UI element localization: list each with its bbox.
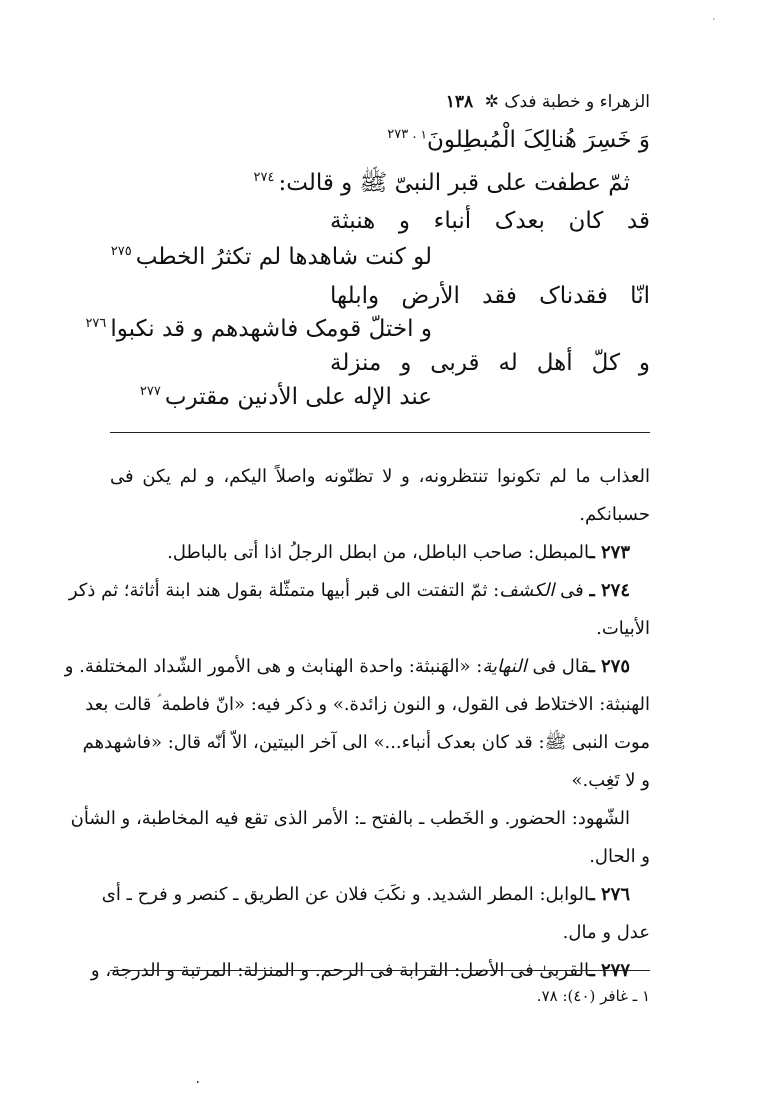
- commentary-text: موت النبى ﷺ: قد كان بعدک أنباء...» الى آخر البيتين، الاّ أنّه قال: «فاشهدهم: [82, 732, 650, 753]
- page-number: ١٣٨: [445, 92, 474, 112]
- commentary-line: [85, 686, 650, 724]
- note-number: ٢٧٥ ـ: [589, 656, 630, 677]
- commentary-text: المبطل: صاحب الباطل، من ابطل الرجلُ اذا أتى بالباطل.: [167, 542, 590, 563]
- verse-line-2: [254, 168, 630, 202]
- commentary-line: [82, 724, 650, 762]
- commentary-line: [101, 876, 650, 914]
- verse-line-7: [330, 350, 650, 376]
- commentary-text: الشّهود: الحضور. و الخَطب ـ بالفتح ـ: الأمر الذى تقع فيه المخاطبة، و الشأن: [70, 808, 630, 829]
- note-number: ٢٧٣ ـ: [589, 542, 630, 563]
- commentary-text: عدل و مال.: [562, 922, 650, 943]
- commentary-line: [64, 648, 650, 686]
- commentary-line: [110, 458, 650, 496]
- header-title: الزهراء و خطبة فدک ✲: [484, 92, 650, 112]
- commentary-line: [110, 534, 650, 572]
- verse-line-text: عند الإله على الأدنين مقترب: [164, 384, 432, 410]
- footnote-divider: [110, 970, 650, 971]
- verse-line-text: قد كان بعدک أنباء و هنبثة: [330, 208, 650, 234]
- commentary-line: [110, 762, 650, 800]
- commentary-text: قال فى: [526, 656, 590, 677]
- corner-mark: ʼ: [712, 18, 715, 28]
- note-number: ٢٧٤ ـ: [589, 580, 630, 601]
- verse-line-text: و اختلّ قومک فاشهدهم و قد نكبوا: [110, 316, 432, 342]
- commentary-text: : «الهَنبثة: واحدة الهنابث و هى الأمور الشّداد المختلفة. و: [64, 656, 483, 677]
- verse-line-1: [387, 127, 650, 153]
- verse-line-text: و كلّ أهل له قربى و منزلة: [330, 350, 650, 376]
- commentary-line: [68, 572, 650, 610]
- verse-line-text: انّا فقدناک فقد الأرض وابلها: [330, 283, 650, 309]
- verse-line-text: ثمّ عطفت على قبر النبىّ ﷺ و قالت:: [278, 170, 630, 196]
- commentary-text: القربىٰ فى الأصل: القرابة فى الرحم. و المنزلة: المرتبة و الدرجة، و: [90, 960, 590, 981]
- verse-line-4: [111, 244, 432, 270]
- note-number: ٢٧٦ ـ: [589, 884, 630, 905]
- commentary-line: [110, 496, 650, 534]
- verse-line-number: ٢٧٥: [110, 244, 132, 260]
- commentary-text: و لا تَغِب.»: [571, 770, 650, 791]
- source-title: النهاية: [482, 656, 527, 677]
- commentary-line: [70, 800, 650, 838]
- verse-line-3: [330, 208, 650, 234]
- verse-line-5: [330, 283, 650, 309]
- commentary-text: : ثمّ التفتت الى قبر أبيها متمثّلة بقول هند ابنة أثاثة؛ ثم ذكر: [68, 580, 500, 601]
- verse-line-number: ٢٧٤: [253, 170, 275, 186]
- verse-line-number: ٢٧٦: [85, 316, 107, 332]
- bottom-mark: ٠: [194, 1074, 202, 1090]
- commentary-section: [64, 458, 650, 990]
- commentary-text: حسبانكم.: [579, 504, 650, 525]
- commentary-text: الوابل: المطر الشديد. و نكَبَ فلان عن الطريق ـ كنصر و فرح ـ أى: [101, 884, 590, 905]
- verse-line-number: . ٢٧٣: [387, 127, 417, 143]
- commentary-line: [110, 914, 650, 952]
- running-header: [446, 92, 650, 112]
- commentary-line: [110, 838, 650, 876]
- source-title: الكشف: [499, 580, 555, 601]
- footnote-ref: ١: [420, 127, 427, 142]
- commentary-text: الهنبثة: الاختلاط فى القول، و النون زائدة.» و ذكر فيه: «انّ فاطمة ؑ قالت بعد: [85, 694, 650, 715]
- footnote: ١ ـ غافر (٤٠): ٧٨.: [536, 987, 650, 1005]
- verse-line-text: وَ خَسِرَ هُنالِکَ الْمُبطِلونَ: [426, 127, 650, 153]
- commentary-line: [90, 952, 650, 990]
- commentary-text: و الحال.: [589, 846, 650, 867]
- section-divider: [110, 432, 650, 433]
- verse-line-6: [85, 316, 432, 342]
- note-number: ٢٧٧ ـ: [589, 960, 630, 981]
- verse-line-number: ٢٧٧: [139, 384, 161, 400]
- commentary-text: فى: [554, 580, 590, 601]
- commentary-text: الأبيات.: [596, 618, 650, 639]
- verse-line-text: لو كنت شاهدها لم تكثرُ الخطب: [135, 244, 432, 270]
- commentary-line: [110, 610, 650, 648]
- commentary-text: العذاب ما لم تكونوا تنتظرونه، و لا تظنّونه واصلاً اليكم، و لم يكن فى: [110, 466, 650, 487]
- verse-line-8: [140, 384, 432, 410]
